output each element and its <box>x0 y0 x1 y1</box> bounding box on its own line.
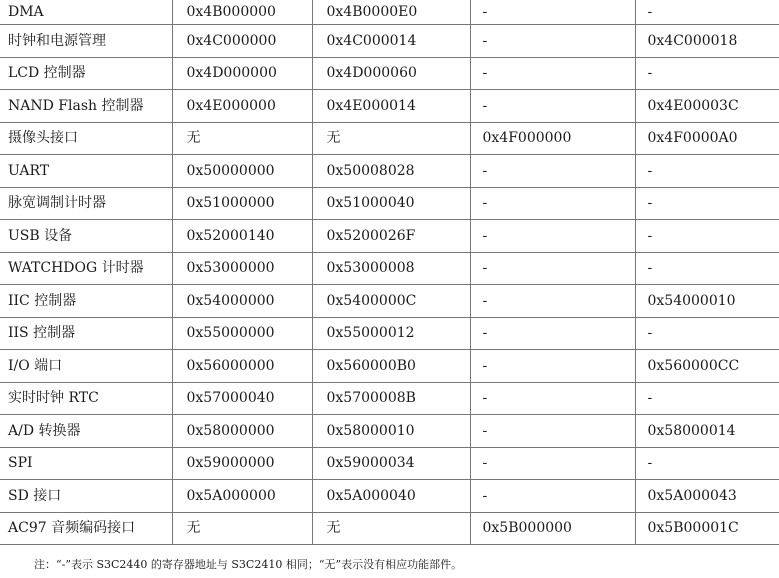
extra-start-address-cell: 0x4F000000 <box>470 122 635 155</box>
table-row <box>0 350 779 383</box>
start-address-cell: 0x56000000 <box>172 350 312 383</box>
module-name-cell: I/O 端口 <box>0 350 172 383</box>
extra-start-address-cell: - <box>470 220 635 253</box>
table-row <box>0 252 779 285</box>
extra-end-address-cell: 0x5A000043 <box>635 480 779 513</box>
extra-start-address-cell: - <box>470 0 635 25</box>
end-address-cell: 0x4C000014 <box>312 25 470 58</box>
extra-start-address-cell: - <box>470 317 635 350</box>
table-footnote: 注：“-”表示 S3C2440 的寄存器地址与 S3C2410 相同；“无”表示没有相应功能部件。 <box>34 558 463 571</box>
module-name-cell: SPI <box>0 447 172 480</box>
start-address-cell: 0x59000000 <box>172 447 312 480</box>
extra-start-address-cell: - <box>470 90 635 123</box>
end-address-cell: 0x55000012 <box>312 317 470 350</box>
extra-start-address-cell: - <box>470 155 635 188</box>
end-address-cell: 0x58000010 <box>312 415 470 448</box>
start-address-cell: 0x50000000 <box>172 155 312 188</box>
extra-end-address-cell: 0x54000010 <box>635 285 779 318</box>
start-address-cell: 0x5A000000 <box>172 480 312 513</box>
extra-start-address-cell: - <box>470 350 635 383</box>
extra-end-address-cell: - <box>635 382 779 415</box>
module-name-cell: 时钟和电源管理 <box>0 25 172 58</box>
start-address-cell: 0x4D000000 <box>172 57 312 90</box>
extra-end-address-cell: - <box>635 57 779 90</box>
module-name-cell: LCD 控制器 <box>0 57 172 90</box>
start-address-cell: 0x4C000000 <box>172 25 312 58</box>
module-name-cell: AC97 音频编码接口 <box>0 512 172 545</box>
end-address-cell: 无 <box>312 512 470 545</box>
end-address-cell: 0x50008028 <box>312 155 470 188</box>
start-address-cell: 0x57000040 <box>172 382 312 415</box>
start-address-cell: 无 <box>172 512 312 545</box>
end-address-cell: 0x5700008B <box>312 382 470 415</box>
extra-end-address-cell: - <box>635 447 779 480</box>
extra-end-address-cell: - <box>635 220 779 253</box>
table-row <box>0 512 779 545</box>
extra-start-address-cell: - <box>470 252 635 285</box>
extra-end-address-cell: 0x4E00003C <box>635 90 779 123</box>
start-address-cell: 0x52000140 <box>172 220 312 253</box>
module-name-cell: IIS 控制器 <box>0 317 172 350</box>
module-name-cell: 实时时钟 RTC <box>0 382 172 415</box>
table-row <box>0 220 779 253</box>
extra-start-address-cell: - <box>470 415 635 448</box>
extra-end-address-cell: 0x4C000018 <box>635 25 779 58</box>
table-row <box>0 382 779 415</box>
extra-start-address-cell: - <box>470 447 635 480</box>
extra-start-address-cell: 0x5B000000 <box>470 512 635 545</box>
table-row <box>0 155 779 188</box>
end-address-cell: 0x51000040 <box>312 187 470 220</box>
extra-start-address-cell: - <box>470 187 635 220</box>
table-row <box>0 90 779 123</box>
table-row <box>0 480 779 513</box>
table-row <box>0 317 779 350</box>
table-row <box>0 122 779 155</box>
end-address-cell: 0x5200026F <box>312 220 470 253</box>
end-address-cell: 0x59000034 <box>312 447 470 480</box>
end-address-cell: 0x4B0000E0 <box>312 0 470 25</box>
module-name-cell: SD 接口 <box>0 480 172 513</box>
extra-end-address-cell: - <box>635 0 779 25</box>
extra-end-address-cell: 0x5B00001C <box>635 512 779 545</box>
module-name-cell: NAND Flash 控制器 <box>0 90 172 123</box>
table-row <box>0 285 779 318</box>
end-address-cell: 0x4E000014 <box>312 90 470 123</box>
extra-end-address-cell: - <box>635 252 779 285</box>
table-row <box>0 57 779 90</box>
table-row <box>0 25 779 58</box>
module-name-cell: WATCHDOG 计时器 <box>0 252 172 285</box>
module-name-cell: UART <box>0 155 172 188</box>
extra-end-address-cell: 0x560000CC <box>635 350 779 383</box>
start-address-cell: 0x4E000000 <box>172 90 312 123</box>
table-row <box>0 0 779 25</box>
extra-end-address-cell: 0x4F0000A0 <box>635 122 779 155</box>
start-address-cell: 0x4B000000 <box>172 0 312 25</box>
table-row <box>0 447 779 480</box>
end-address-cell: 0x4D000060 <box>312 57 470 90</box>
table-row <box>0 187 779 220</box>
start-address-cell: 0x51000000 <box>172 187 312 220</box>
end-address-cell: 0x560000B0 <box>312 350 470 383</box>
extra-start-address-cell: - <box>470 25 635 58</box>
module-name-cell: USB 设备 <box>0 220 172 253</box>
extra-start-address-cell: - <box>470 480 635 513</box>
end-address-cell: 0x53000008 <box>312 252 470 285</box>
extra-end-address-cell: - <box>635 317 779 350</box>
start-address-cell: 0x58000000 <box>172 415 312 448</box>
table-row <box>0 415 779 448</box>
extra-end-address-cell: 0x58000014 <box>635 415 779 448</box>
extra-end-address-cell: - <box>635 155 779 188</box>
end-address-cell: 无 <box>312 122 470 155</box>
extra-start-address-cell: - <box>470 57 635 90</box>
end-address-cell: 0x5A000040 <box>312 480 470 513</box>
start-address-cell: 0x54000000 <box>172 285 312 318</box>
module-name-cell: 脉宽调制计时器 <box>0 187 172 220</box>
start-address-cell: 0x55000000 <box>172 317 312 350</box>
module-name-cell: IIC 控制器 <box>0 285 172 318</box>
module-name-cell: A/D 转换器 <box>0 415 172 448</box>
end-address-cell: 0x5400000C <box>312 285 470 318</box>
module-name-cell: 摄像头接口 <box>0 122 172 155</box>
extra-end-address-cell: - <box>635 187 779 220</box>
start-address-cell: 0x53000000 <box>172 252 312 285</box>
module-name-cell: DMA <box>0 0 172 25</box>
extra-start-address-cell: - <box>470 285 635 318</box>
extra-start-address-cell: - <box>470 382 635 415</box>
start-address-cell: 无 <box>172 122 312 155</box>
